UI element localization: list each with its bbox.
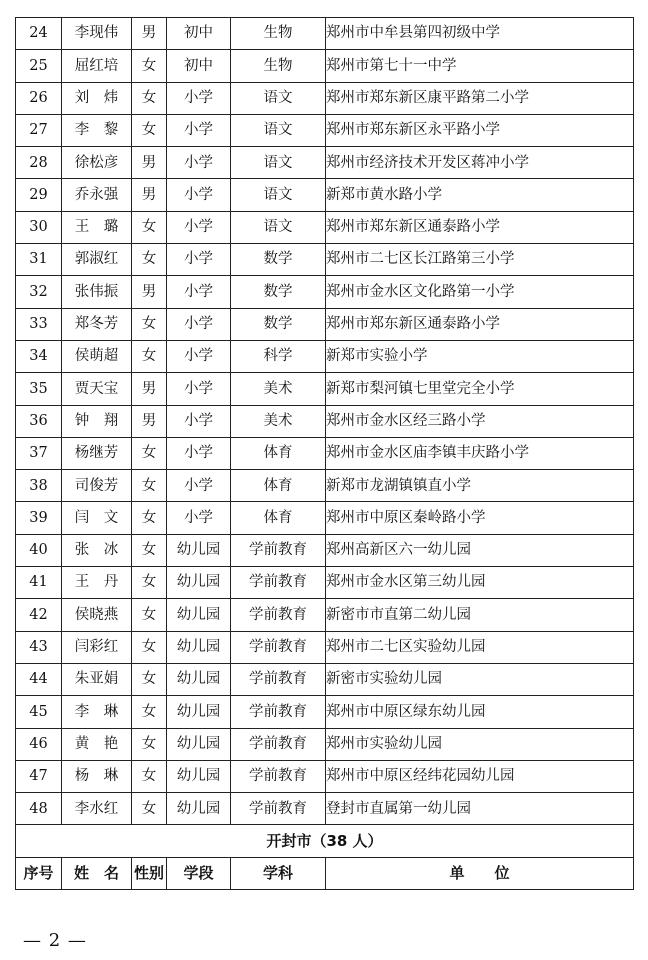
cell-name: 侯萌超 <box>62 340 132 372</box>
cell-num: 47 <box>16 760 62 792</box>
cell-name: 闫彩红 <box>62 631 132 663</box>
cell-stage: 小学 <box>167 179 231 211</box>
cell-subject: 语文 <box>231 179 326 211</box>
cell-name: 张伟振 <box>62 276 132 308</box>
teacher-roster-table <box>15 17 634 890</box>
section-row <box>16 825 634 857</box>
cell-num: 42 <box>16 599 62 631</box>
cell-subject: 体育 <box>231 437 326 469</box>
cell-gender: 女 <box>132 114 167 146</box>
table-row <box>16 567 634 599</box>
table-row <box>16 502 634 534</box>
cell-gender: 女 <box>132 308 167 340</box>
table-row <box>16 696 634 728</box>
cell-gender: 女 <box>132 437 167 469</box>
cell-subject: 体育 <box>231 470 326 502</box>
cell-unit: 郑州市中原区绿东幼儿园 <box>326 696 634 728</box>
cell-stage: 小学 <box>167 437 231 469</box>
cell-gender: 女 <box>132 728 167 760</box>
table-row <box>16 276 634 308</box>
cell-stage: 幼儿园 <box>167 696 231 728</box>
cell-stage: 小学 <box>167 308 231 340</box>
cell-gender: 女 <box>132 599 167 631</box>
cell-name: 李 琳 <box>62 696 132 728</box>
table-row <box>16 340 634 372</box>
cell-name: 李 黎 <box>62 114 132 146</box>
cell-name: 郑冬芳 <box>62 308 132 340</box>
cell-unit: 郑州市第七十一中学 <box>326 50 634 82</box>
cell-name: 乔永强 <box>62 179 132 211</box>
cell-gender: 女 <box>132 793 167 825</box>
cell-num: 41 <box>16 567 62 599</box>
table-row <box>16 760 634 792</box>
cell-unit: 郑州市中原区经纬花园幼儿园 <box>326 760 634 792</box>
cell-num: 25 <box>16 50 62 82</box>
cell-gender: 男 <box>132 276 167 308</box>
cell-unit: 新密市市直第二幼儿园 <box>326 599 634 631</box>
table-row <box>16 50 634 82</box>
cell-subject: 美术 <box>231 405 326 437</box>
cell-stage: 小学 <box>167 114 231 146</box>
cell-num: 24 <box>16 18 62 50</box>
table-row <box>16 728 634 760</box>
header-unit: 单 位 <box>326 857 634 889</box>
cell-stage: 幼儿园 <box>167 793 231 825</box>
cell-gender: 男 <box>132 373 167 405</box>
cell-unit: 新郑市龙湖镇镇直小学 <box>326 470 634 502</box>
cell-name: 钟 翔 <box>62 405 132 437</box>
header-num: 序号 <box>16 857 62 889</box>
cell-subject: 学前教育 <box>231 728 326 760</box>
cell-num: 36 <box>16 405 62 437</box>
cell-num: 46 <box>16 728 62 760</box>
cell-gender: 女 <box>132 663 167 695</box>
table-row <box>16 534 634 566</box>
table-row <box>16 793 634 825</box>
cell-subject: 语文 <box>231 114 326 146</box>
cell-gender: 女 <box>132 696 167 728</box>
cell-gender: 女 <box>132 502 167 534</box>
cell-name: 徐松彦 <box>62 147 132 179</box>
cell-subject: 学前教育 <box>231 599 326 631</box>
cell-stage: 幼儿园 <box>167 567 231 599</box>
cell-gender: 女 <box>132 470 167 502</box>
cell-subject: 学前教育 <box>231 631 326 663</box>
cell-num: 45 <box>16 696 62 728</box>
cell-stage: 初中 <box>167 50 231 82</box>
cell-name: 杨 琳 <box>62 760 132 792</box>
cell-name: 李水红 <box>62 793 132 825</box>
header-subject: 学科 <box>231 857 326 889</box>
table-row <box>16 244 634 276</box>
cell-stage: 幼儿园 <box>167 631 231 663</box>
cell-name: 杨继芳 <box>62 437 132 469</box>
cell-subject: 数学 <box>231 244 326 276</box>
cell-subject: 学前教育 <box>231 567 326 599</box>
cell-subject: 体育 <box>231 502 326 534</box>
cell-name: 侯晓燕 <box>62 599 132 631</box>
cell-unit: 新郑市黄水路小学 <box>326 179 634 211</box>
cell-unit: 郑州市实验幼儿园 <box>326 728 634 760</box>
cell-num: 38 <box>16 470 62 502</box>
cell-unit: 郑州市中原区秦岭路小学 <box>326 502 634 534</box>
cell-stage: 初中 <box>167 18 231 50</box>
cell-name: 黄 艳 <box>62 728 132 760</box>
cell-unit: 郑州市郑东新区永平路小学 <box>326 114 634 146</box>
cell-stage: 小学 <box>167 244 231 276</box>
cell-num: 44 <box>16 663 62 695</box>
cell-unit: 郑州市金水区第三幼儿园 <box>326 567 634 599</box>
cell-num: 30 <box>16 211 62 243</box>
cell-unit: 郑州市郑东新区康平路第二小学 <box>326 82 634 114</box>
cell-gender: 男 <box>132 179 167 211</box>
cell-name: 朱亚娟 <box>62 663 132 695</box>
cell-stage: 幼儿园 <box>167 534 231 566</box>
cell-num: 48 <box>16 793 62 825</box>
cell-subject: 学前教育 <box>231 696 326 728</box>
cell-num: 34 <box>16 340 62 372</box>
cell-unit: 郑州市经济技术开发区蒋冲小学 <box>326 147 634 179</box>
cell-gender: 女 <box>132 211 167 243</box>
cell-stage: 幼儿园 <box>167 663 231 695</box>
cell-subject: 学前教育 <box>231 534 326 566</box>
cell-num: 31 <box>16 244 62 276</box>
cell-num: 37 <box>16 437 62 469</box>
cell-stage: 幼儿园 <box>167 599 231 631</box>
cell-unit: 郑州市二七区长江路第三小学 <box>326 244 634 276</box>
cell-unit: 郑州高新区六一幼儿园 <box>326 534 634 566</box>
cell-subject: 数学 <box>231 308 326 340</box>
cell-name: 张 冰 <box>62 534 132 566</box>
cell-num: 28 <box>16 147 62 179</box>
cell-unit: 新密市实验幼儿园 <box>326 663 634 695</box>
cell-gender: 女 <box>132 340 167 372</box>
cell-subject: 语文 <box>231 147 326 179</box>
cell-stage: 小学 <box>167 340 231 372</box>
header-gender: 性别 <box>132 857 167 889</box>
cell-stage: 幼儿园 <box>167 728 231 760</box>
cell-unit: 新郑市梨河镇七里堂完全小学 <box>326 373 634 405</box>
cell-stage: 小学 <box>167 373 231 405</box>
table-row <box>16 599 634 631</box>
cell-num: 27 <box>16 114 62 146</box>
cell-unit: 郑州市中牟县第四初级中学 <box>326 18 634 50</box>
cell-unit: 郑州市二七区实验幼儿园 <box>326 631 634 663</box>
cell-stage: 幼儿园 <box>167 760 231 792</box>
table-row <box>16 18 634 50</box>
cell-stage: 小学 <box>167 82 231 114</box>
cell-subject: 科学 <box>231 340 326 372</box>
cell-gender: 男 <box>132 147 167 179</box>
table-row <box>16 147 634 179</box>
table-row <box>16 437 634 469</box>
table-row <box>16 114 634 146</box>
cell-num: 33 <box>16 308 62 340</box>
cell-name: 郭淑红 <box>62 244 132 276</box>
cell-subject: 学前教育 <box>231 760 326 792</box>
table-row <box>16 308 634 340</box>
cell-stage: 小学 <box>167 470 231 502</box>
cell-num: 32 <box>16 276 62 308</box>
cell-gender: 女 <box>132 760 167 792</box>
cell-name: 刘 炜 <box>62 82 132 114</box>
table-row <box>16 179 634 211</box>
table-row <box>16 82 634 114</box>
cell-gender: 女 <box>132 244 167 276</box>
cell-name: 王 璐 <box>62 211 132 243</box>
cell-subject: 生物 <box>231 50 326 82</box>
cell-gender: 女 <box>132 631 167 663</box>
cell-stage: 小学 <box>167 276 231 308</box>
cell-num: 29 <box>16 179 62 211</box>
section-title: 开封市（38 人） <box>16 825 634 857</box>
cell-gender: 男 <box>132 18 167 50</box>
table-row <box>16 663 634 695</box>
cell-stage: 小学 <box>167 405 231 437</box>
cell-gender: 女 <box>132 50 167 82</box>
cell-name: 王 丹 <box>62 567 132 599</box>
cell-gender: 女 <box>132 534 167 566</box>
cell-stage: 小学 <box>167 211 231 243</box>
cell-name: 贾天宝 <box>62 373 132 405</box>
cell-name: 李现伟 <box>62 18 132 50</box>
table-row <box>16 373 634 405</box>
roster-body <box>16 18 634 890</box>
cell-name: 屈红培 <box>62 50 132 82</box>
cell-unit: 登封市直属第一幼儿园 <box>326 793 634 825</box>
cell-unit: 郑州市金水区庙李镇丰庆路小学 <box>326 437 634 469</box>
cell-stage: 小学 <box>167 502 231 534</box>
cell-subject: 语文 <box>231 211 326 243</box>
table-row <box>16 631 634 663</box>
header-name: 姓 名 <box>62 857 132 889</box>
cell-subject: 数学 <box>231 276 326 308</box>
cell-subject: 美术 <box>231 373 326 405</box>
cell-name: 司俊芳 <box>62 470 132 502</box>
cell-unit: 郑州市郑东新区通泰路小学 <box>326 211 634 243</box>
table-row <box>16 470 634 502</box>
cell-unit: 郑州市金水区文化路第一小学 <box>326 276 634 308</box>
cell-subject: 学前教育 <box>231 663 326 695</box>
cell-gender: 女 <box>132 567 167 599</box>
header-row <box>16 857 634 889</box>
cell-unit: 郑州市郑东新区通泰路小学 <box>326 308 634 340</box>
table-row <box>16 405 634 437</box>
cell-unit: 郑州市金水区经三路小学 <box>326 405 634 437</box>
cell-num: 40 <box>16 534 62 566</box>
cell-num: 43 <box>16 631 62 663</box>
cell-subject: 生物 <box>231 18 326 50</box>
cell-num: 39 <box>16 502 62 534</box>
cell-subject: 语文 <box>231 82 326 114</box>
cell-stage: 小学 <box>167 147 231 179</box>
cell-gender: 女 <box>132 82 167 114</box>
page-number: — 2 — <box>23 930 87 951</box>
cell-subject: 学前教育 <box>231 793 326 825</box>
cell-num: 35 <box>16 373 62 405</box>
cell-gender: 男 <box>132 405 167 437</box>
table-row <box>16 211 634 243</box>
cell-unit: 新郑市实验小学 <box>326 340 634 372</box>
header-stage: 学段 <box>167 857 231 889</box>
cell-num: 26 <box>16 82 62 114</box>
cell-name: 闫 文 <box>62 502 132 534</box>
